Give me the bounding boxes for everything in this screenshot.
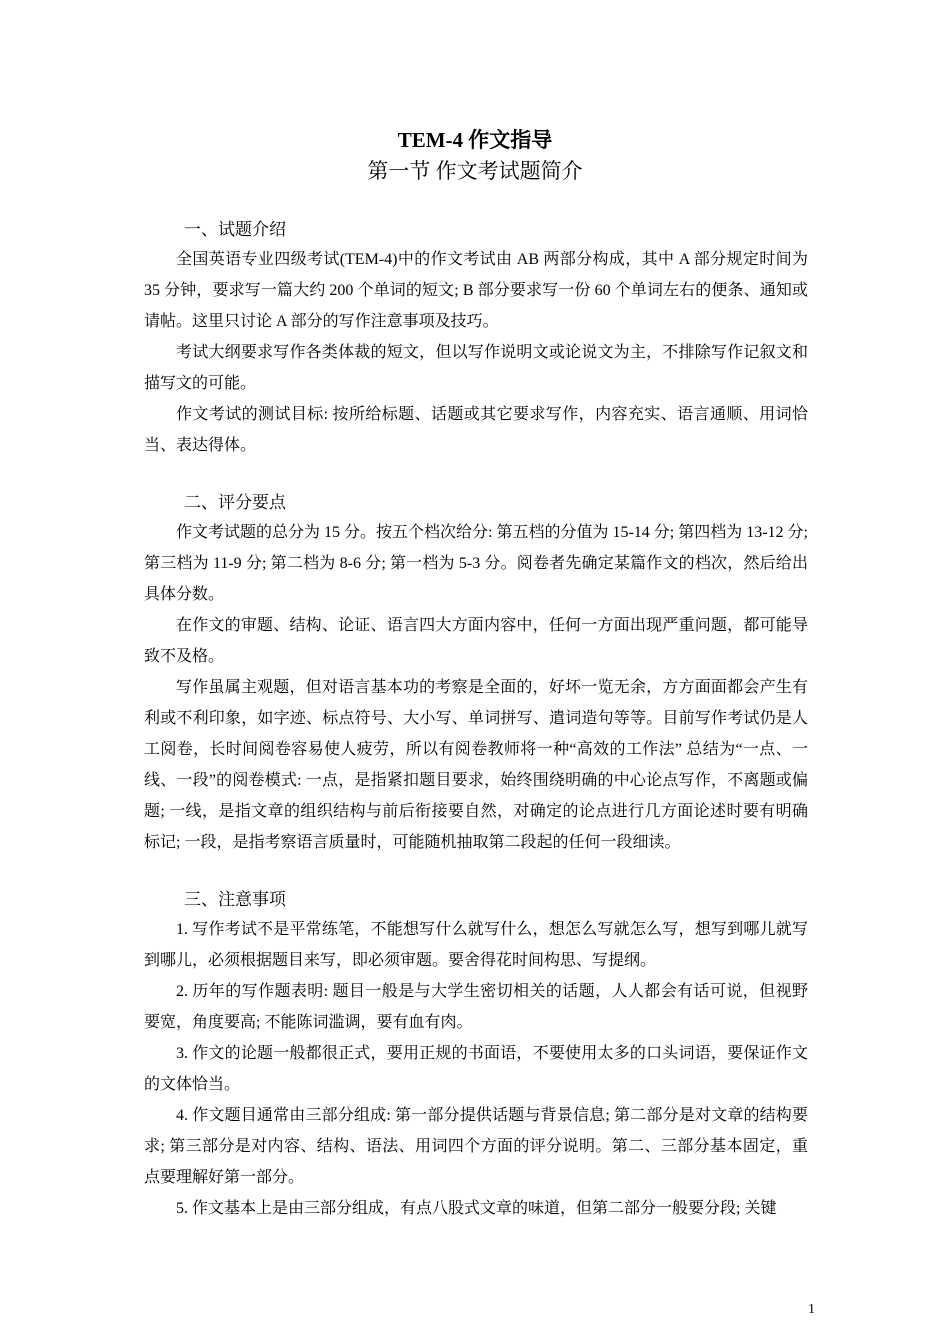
section-heading-notes: 三、注意事项 [184, 890, 286, 909]
document-body [144, 216, 808, 1224]
section-heading-scoring: 二、评分要点 [184, 493, 286, 512]
paragraph: 4. 作文题目通常由三部分组成: 第一部分提供话题与背景信息; 第二部分是对文章的结构要求; 第三部分是对内容、结构、语法、用词四个方面的评分说明。第二、三部分基本固定，重点要理解好第一部分。 [144, 1107, 808, 1186]
paragraph: 全国英语专业四级考试(TEM-4)中的作文考试由 AB 两部分构成，其中 A 部分规定时间为 35 分钟，要求写一篇大约 200 个单词的短文; B 部分要求写一份 60 个单词左右的便条、通知或请帖。这里只讨论 A 部分的写作注意事项及技巧。 [144, 251, 808, 330]
paragraph: 作文考试题的总分为 15 分。按五个档次给分: 第五档的分值为 15-14 分; 第四档为 13-12 分; 第三档为 11-9 分; 第二档为 8-6 分; 第一档为 5-3 分。阅卷者先确定某篇作文的档次，然后给出具体分数。 [144, 524, 808, 603]
paragraph: 1. 写作考试不是平常练笔，不能想写什么就写什么，想怎么写就怎么写，想写到哪儿就写到哪儿，必须根据题目来写，即必须审题。要舍得花时间构思、写提纲。 [144, 921, 808, 969]
paragraph: 作文考试的测试目标: 按所给标题、话题或其它要求写作，内容充实、语言通顺、用词恰当、表达得体。 [144, 406, 808, 454]
section-subtitle: 第一节 作文考试题简介 [367, 159, 583, 183]
paragraph: 在作文的审题、结构、论证、语言四大方面内容中，任何一方面出现严重问题，都可能导致不及格。 [144, 617, 808, 665]
paragraph: 5. 作文基本上是由三部分组成，有点八股式文章的味道，但第二部分一般要分段; 关键 [176, 1200, 777, 1217]
paragraph: 考试大纲要求写作各类体裁的短文，但以写作说明文或论说文为主，不排除写作记叙文和描写文的可能。 [144, 344, 808, 392]
paragraph: 2. 历年的写作题表明: 题目一般是与大学生密切相关的话题，人人都会有话可说，但视野要宽，角度要高; 不能陈词滥调，要有血有肉。 [144, 983, 808, 1031]
paragraph: 写作虽属主观题，但对语言基本功的考察是全面的，好坏一览无余，方方面面都会产生有利或不利印象，如字迹、标点符号、大小写、单词拼写、遣词造句等等。目前写作考试仍是人工阅卷，长时间阅卷容易使人疲劳，所以有阅卷教师将一种“高效的工作法” 总结为“一点、一线、一段”的阅卷模式: 一点，是指紧扣题目要求，始终围绕明确的中心论点写作，不离题或偏题; 一线，是指文章的组织结构与前后衔接要自然，对确定的论点进行几方面论述时要有明确标记; 一段，是指考察语言质量时，可能随机抽取第二段起的任何一段细读。 [144, 679, 808, 851]
section-spacer [144, 858, 808, 886]
section-heading-intro: 一、试题介绍 [184, 220, 286, 239]
section-spacer [144, 461, 808, 489]
paragraph: 3. 作文的论题一般都很正式，要用正规的书面语，不要使用太多的口头词语，要保证作文的文体恰当。 [144, 1045, 808, 1093]
document-title: TEM-4 作文指导 [397, 128, 553, 152]
page-number: 1 [808, 1302, 815, 1317]
